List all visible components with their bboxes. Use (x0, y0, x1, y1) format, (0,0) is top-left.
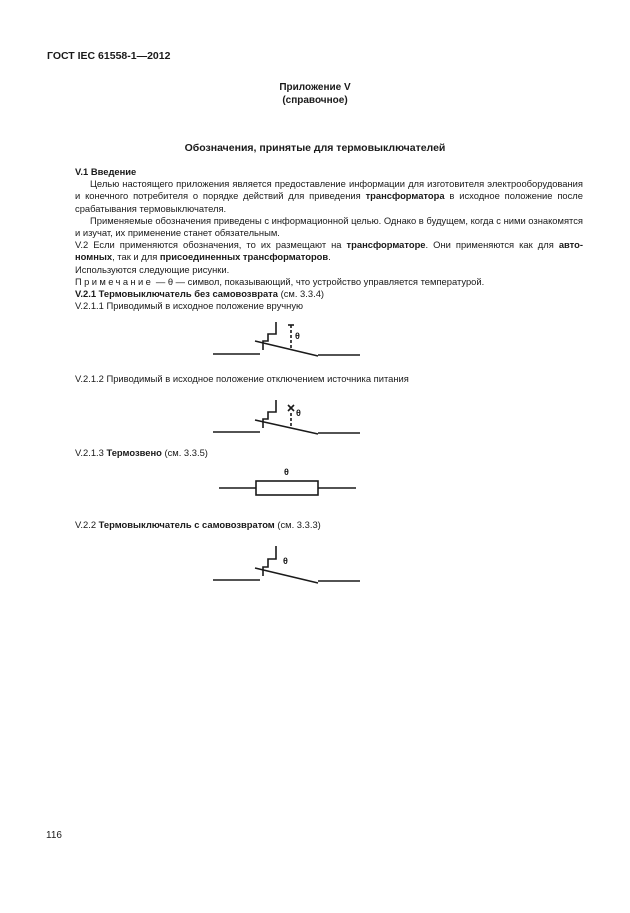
note: Примечание — θ — символ, показывающий, что устройство управляется температурой. (75, 275, 485, 287)
paragraph-info: Применяемые обозначения приведены с информационной целью. Однако в будущем, когда с ними ознакомятся и изучат, их применение станет обязательным. (75, 214, 583, 239)
standard-header: ГОСТ IEC 61558-1—2012 (47, 50, 171, 62)
paragraph-v2: V.2 Если применяются обозначения, то их размещают на трансформаторе. Они применяются как для автономных, так и для присоединенных трансформаторов. (75, 239, 583, 263)
annex-subtitle: (справочное) (282, 95, 348, 106)
theta-symbol-1: θ (295, 331, 300, 341)
heading-v22: V.2.2 Термовыключатель с самовозвратом (см. 3.3.3) (75, 519, 321, 530)
section-v1-heading: V.1 Введение (75, 166, 137, 177)
main-title: Обозначения, принятые для термовыключателей (184, 142, 446, 154)
heading-v212: V.2.1.2 Приводимый в исходное положение отключением источника питания (75, 373, 409, 384)
theta-symbol-4: θ (283, 556, 288, 566)
heading-v211: V.2.1.1 Приводимый в исходное положение вручную (75, 300, 304, 312)
heading-v213: V.2.1.3 Термозвено (см. 3.3.5) (75, 447, 208, 458)
annex-title: Приложение V (279, 82, 351, 93)
page-number: 116 (46, 830, 62, 841)
theta-symbol-2: θ (296, 408, 301, 418)
theta-symbol-3: θ (284, 467, 289, 477)
heading-v21: V.2.1 Термовыключатель без самовозврата (см. 3.3.4) (75, 288, 325, 300)
paragraph-purpose: Целью настоящего приложения является предоставление информации для изготовителя электрооборудования и конечного потребителя о порядке действий для приведения трансформатора в исходное положение после срабатывания термовыключателя. (75, 178, 583, 214)
paragraph-figures: Используются следующие рисунки. (75, 263, 230, 275)
